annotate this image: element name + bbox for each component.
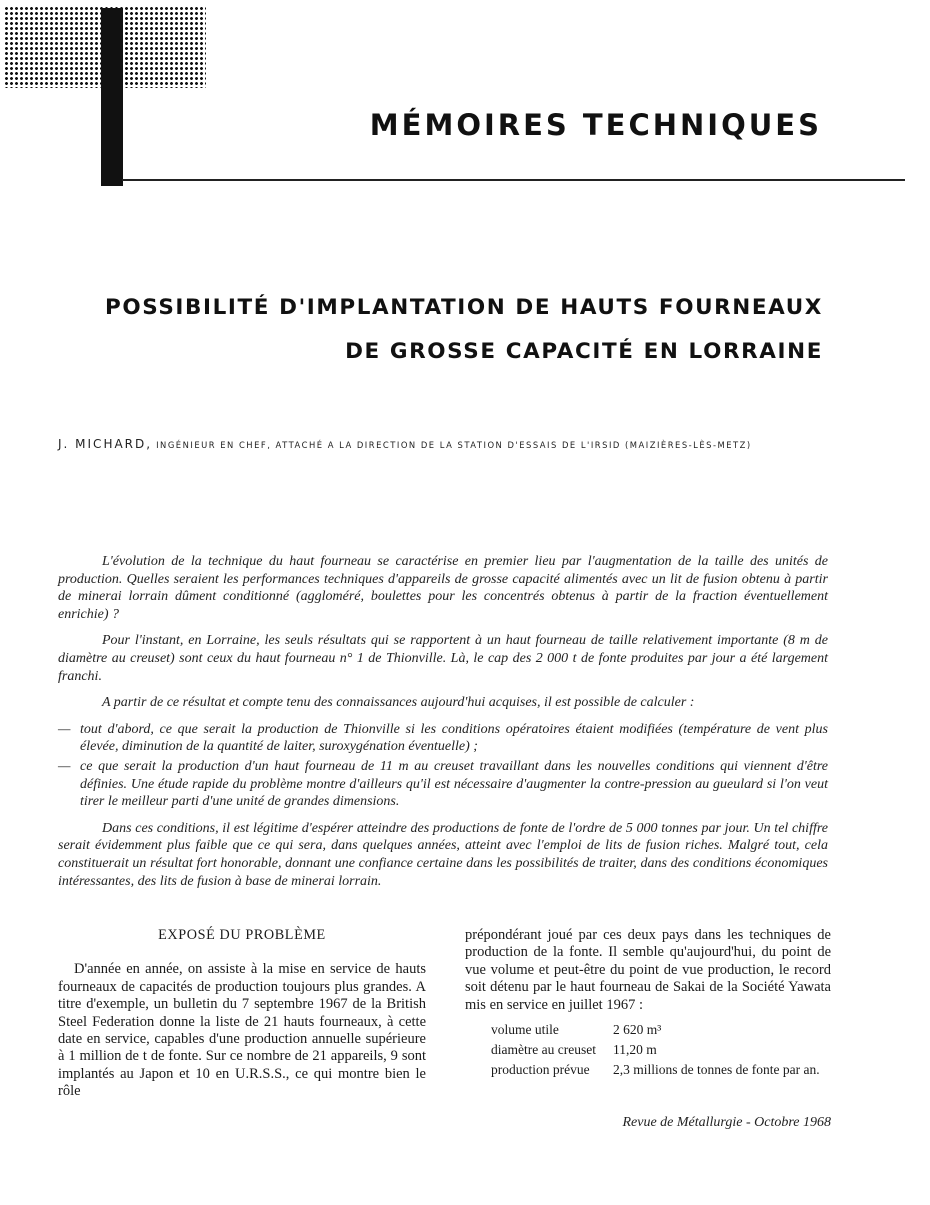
abstract-list-item-1: — tout d'abord, ce que serait la production de Thionville si les conditions opératoires étaient modifiées (température de vent plus élevée, diminution de la quantité de laiter, suroxygénation éventuelle) ; (58, 721, 828, 756)
section-title: MÉMOIRES TECHNIQUES (369, 108, 822, 142)
spec-row (491, 1060, 831, 1080)
abstract-paragraph-3: A partir de ce résultat et compte tenu des connaissances aujourd'hui acquises, il est possible de calculer : (102, 695, 695, 711)
article-title-line-1: POSSIBILITÉ D'IMPLANTATION DE HAUTS FOURNEAUX (104, 295, 823, 320)
right-column (465, 927, 831, 1080)
section-heading: EXPOSÉ DU PROBLÈME (158, 927, 326, 943)
abstract-paragraph-4: Dans ces conditions, il est légitime d'espérer atteindre des productions de fonte de l'ordre de 5 000 tonnes par jour. Un tel chiffre serait évidemment plus faible que ce qui sera, dans quelques années, atteint avec l'emploi de lits de fusion riches. Malgré tout, cela constituerait un résultat fort honorable, donnant une confiance certaine dans les possibilités de traiter, dans des conditions économiques intéressantes, des lits de fusion à base de minerai lorrain. (58, 820, 828, 889)
article-title-line-2: DE GROSSE CAPACITÉ EN LORRAINE (345, 339, 823, 364)
spec-label: production prévue (491, 1062, 590, 1078)
vertical-bar-decoration (101, 8, 123, 186)
author-name: J. MICHARD, (58, 437, 153, 451)
body-paragraph-right: prépondérant joué par ces deux pays dans les techniques de production de la fonte. Il semble qu'aujourd'hui, du point de vue volume et peut-être du point de vue production, le record soit détenu par le haut fourneau de Sakai de la Société Yawata mis en service en juillet 1967 : (465, 927, 831, 1013)
header-rule (122, 179, 905, 181)
specs-list (491, 1020, 831, 1080)
left-column (58, 927, 426, 1101)
spec-value: 11,20 m (613, 1042, 657, 1058)
abstract-paragraph-1: L'évolution de la technique du haut fourneau se caractérise en premier lieu par l'augmentation de la taille des unités de production. Quelles seraient les performances techniques d'appareils de grosse capacité alimentés avec un lit de fusion obtenu à partir de minerai lorrain dûment conditionné (aggloméré, boulettes pour les concentrés obtenus à partir de la fraction éventuellement enrichie) ? (58, 554, 828, 622)
journal-footer: Revue de Métallurgie - Octobre 1968 (622, 1115, 831, 1130)
spec-label: diamètre au creuset (491, 1042, 596, 1058)
abstract (58, 553, 828, 899)
article-title (56, 286, 823, 374)
spec-row (491, 1020, 831, 1040)
author-affiliation: INGÉNIEUR EN CHEF, ATTACHÉ A LA DIRECTION DE LA STATION D'ESSAIS DE L'IRSID (MAIZIÈRES-LÈS-METZ) (156, 440, 752, 450)
spec-row (491, 1040, 831, 1060)
spec-label: volume utile (491, 1022, 559, 1038)
spec-value: 2 620 m³ (613, 1022, 662, 1038)
spec-value: 2,3 millions de tonnes de fonte par an. (613, 1062, 820, 1078)
body-paragraph-left: D'année en année, on assiste à la mise en service de hauts fourneaux de capacités de production toujours plus grandes. A titre d'exemple, un bulletin du 7 septembre 1967 de la British Steel Federation donne la liste de 21 hauts fourneaux, à cette date en service, capables d'une production annuelle supérieure à 1 million de t de fonte. Sur ce nombre de 21 appareils, 9 sont implantés au Japon et 10 en U.R.S.S., ce qui montre bien le rôle (58, 961, 426, 1100)
abstract-paragraph-2: Pour l'instant, en Lorraine, les seuls résultats qui se rapportent à un haut fourneau de taille relativement importante (8 m de diamètre au creuset) sont ceux du haut fourneau n° 1 de Thionville. Là, le cap des 2 000 t de fonte produites par jour a été largement franchi. (58, 633, 828, 684)
abstract-list-item-2: — ce que serait la production d'un haut fourneau de 11 m au creuset travaillant dans les nouvelles conditions qui viennent d'être définies. Une étude rapide du problème montre d'ailleurs qu'il est nécessaire d'augmenter la contre-pression au gueulard si l'on veut tirer le meilleur parti d'une unité de grandes dimensions. (58, 758, 828, 811)
author-line (58, 433, 752, 452)
